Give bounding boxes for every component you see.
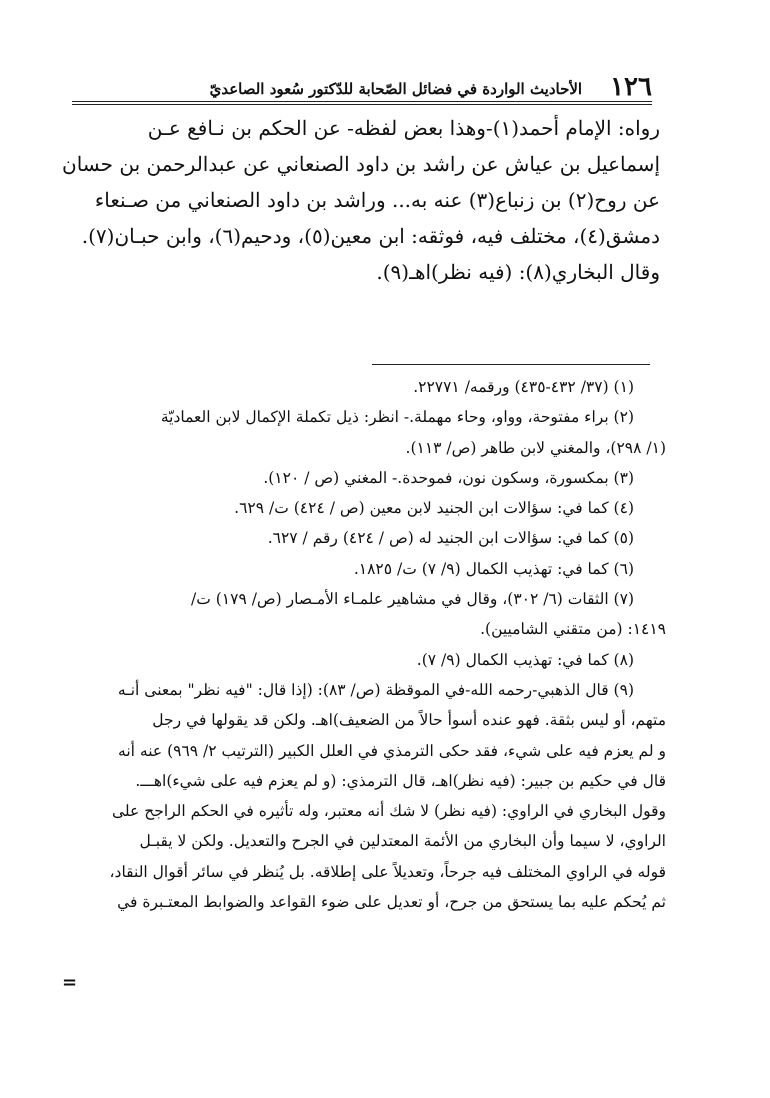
footnote-7-continued: ١٤١٩: (من متقني الشاميين). (480, 620, 666, 639)
footnote-6: (٦) كما في: تهذيب الكمال (٩/ ٧) ت/ ١٨٢٥. (353, 559, 634, 578)
footnote-1: (١) (٣٧/ ٤٣٢-٤٣٥) ورقمه/ ٢٢٧٧١. (413, 378, 634, 396)
footnote-9-continued: وقول البخاري في الراوي: (فيه نظر) لا شك أنه معتبر، وله تأثيره في الحكم الراجح على (112, 802, 666, 821)
main-text-line: عن روح(٢) بن زنباع(٣) عنه به... وراشد بن داود الصنعاني من صـنعاء (94, 188, 660, 212)
footnotes (58, 372, 666, 917)
header-rule (72, 101, 652, 105)
main-text (50, 110, 660, 290)
page-number: ١٢٦ (610, 72, 652, 102)
footnote-9-continued: الراوي، لا سيما وأن البخاري من الأئمة المعتدلين في الجرح والتعديل. ولكن لا يقبـل (139, 832, 666, 851)
footnote-9-continued: قوله في الراوي المختلف فيه جرحاً، وتعديلاً على إطلاقه. بل يُنظر في سائر أقوال النقاد، (109, 862, 666, 881)
page-header (60, 68, 652, 102)
footnote-7: (٧) الثقات (٦/ ٣٠٢)، وقال في مشاهير علمـاء الأمـصار (ص/ ١٧٩) ت/ (191, 590, 634, 609)
footnote-8: (٨) كما في: تهذيب الكمال (٩/ ٧). (416, 650, 634, 669)
main-text-line: دمشق(٤)، مختلف فيه، فوثقه: ابن معين(٥)، ودحيم(٦)، وابن حبـان(٧). (81, 224, 660, 248)
main-text-line: رواه: الإمام أحمد(١)-وهذا بعض لفظه- عن الحكم بن نـافع عـن (147, 116, 660, 140)
footnote-separator (372, 364, 650, 365)
running-title: الأحاديث الواردة في فضائل الصّحابة للدّكتور سُعود الصاعديّ (209, 80, 583, 98)
footnote-2-continued: (١/ ٢٩٨)، والمغني لابن طاهر (ص/ ١١٣). (405, 438, 666, 457)
footnote-9-continued: متهم، أو ليس بثقة. فهو عنده أسوأ حالاً من الضعيف)اهـ. ولكن قد يقولها في رجل (152, 711, 666, 730)
footnote-9-continued: قال في حكيم بن جبير: (فيه نظر)اهـ، قال الترمذي: (و لم يعزم فيه على شيء)اهـــ. (135, 771, 666, 790)
main-text-line: إسماعيل بن عياش عن راشد بن داود الصنعاني عن عبدالرحمن بن حسان (62, 152, 660, 176)
footnote-9: (٩) قال الذهبي-رحمه الله-في الموقظة (ص/ ٨٣): (إذا قال: "فيه نظر" بمعنى أنـه (117, 680, 634, 699)
footnote-4: (٤) كما في: سؤالات ابن الجنيد لابن معين (ص / ٤٢٤) ت/ ٦٢٩. (234, 499, 634, 518)
main-text-line: وقال البخاري(٨): (فيه نظر)اهـ(٩). (376, 260, 660, 284)
footnote-3: (٣) بمكسورة، وسكون نون، فموحدة.- المغني (ص / ١٢٠). (263, 468, 634, 487)
footnote-9-continued: و لم يعزم فيه على شيء، فقد حكى الترمذي في العلل الكبير (الترتيب ٢/ ٩٦٩) عنه أنه (118, 741, 666, 760)
continuation-mark: = (62, 972, 78, 993)
footnote-5: (٥) كما في: سؤالات ابن الجنيد له (ص / ٤٢٤) رقم / ٦٢٧. (267, 529, 634, 548)
footnote-9-continued: ثم يُحكم عليه بما يستحق من جرح، أو تعديل على ضوء القواعد والضوابط المعتـبرة في (117, 893, 666, 912)
footnote-2: (٢) براء مفتوحة، وواو، وحاء مهملة.- انظر: ذيل تكملة الإكمال لابن العماديّة (160, 408, 634, 427)
